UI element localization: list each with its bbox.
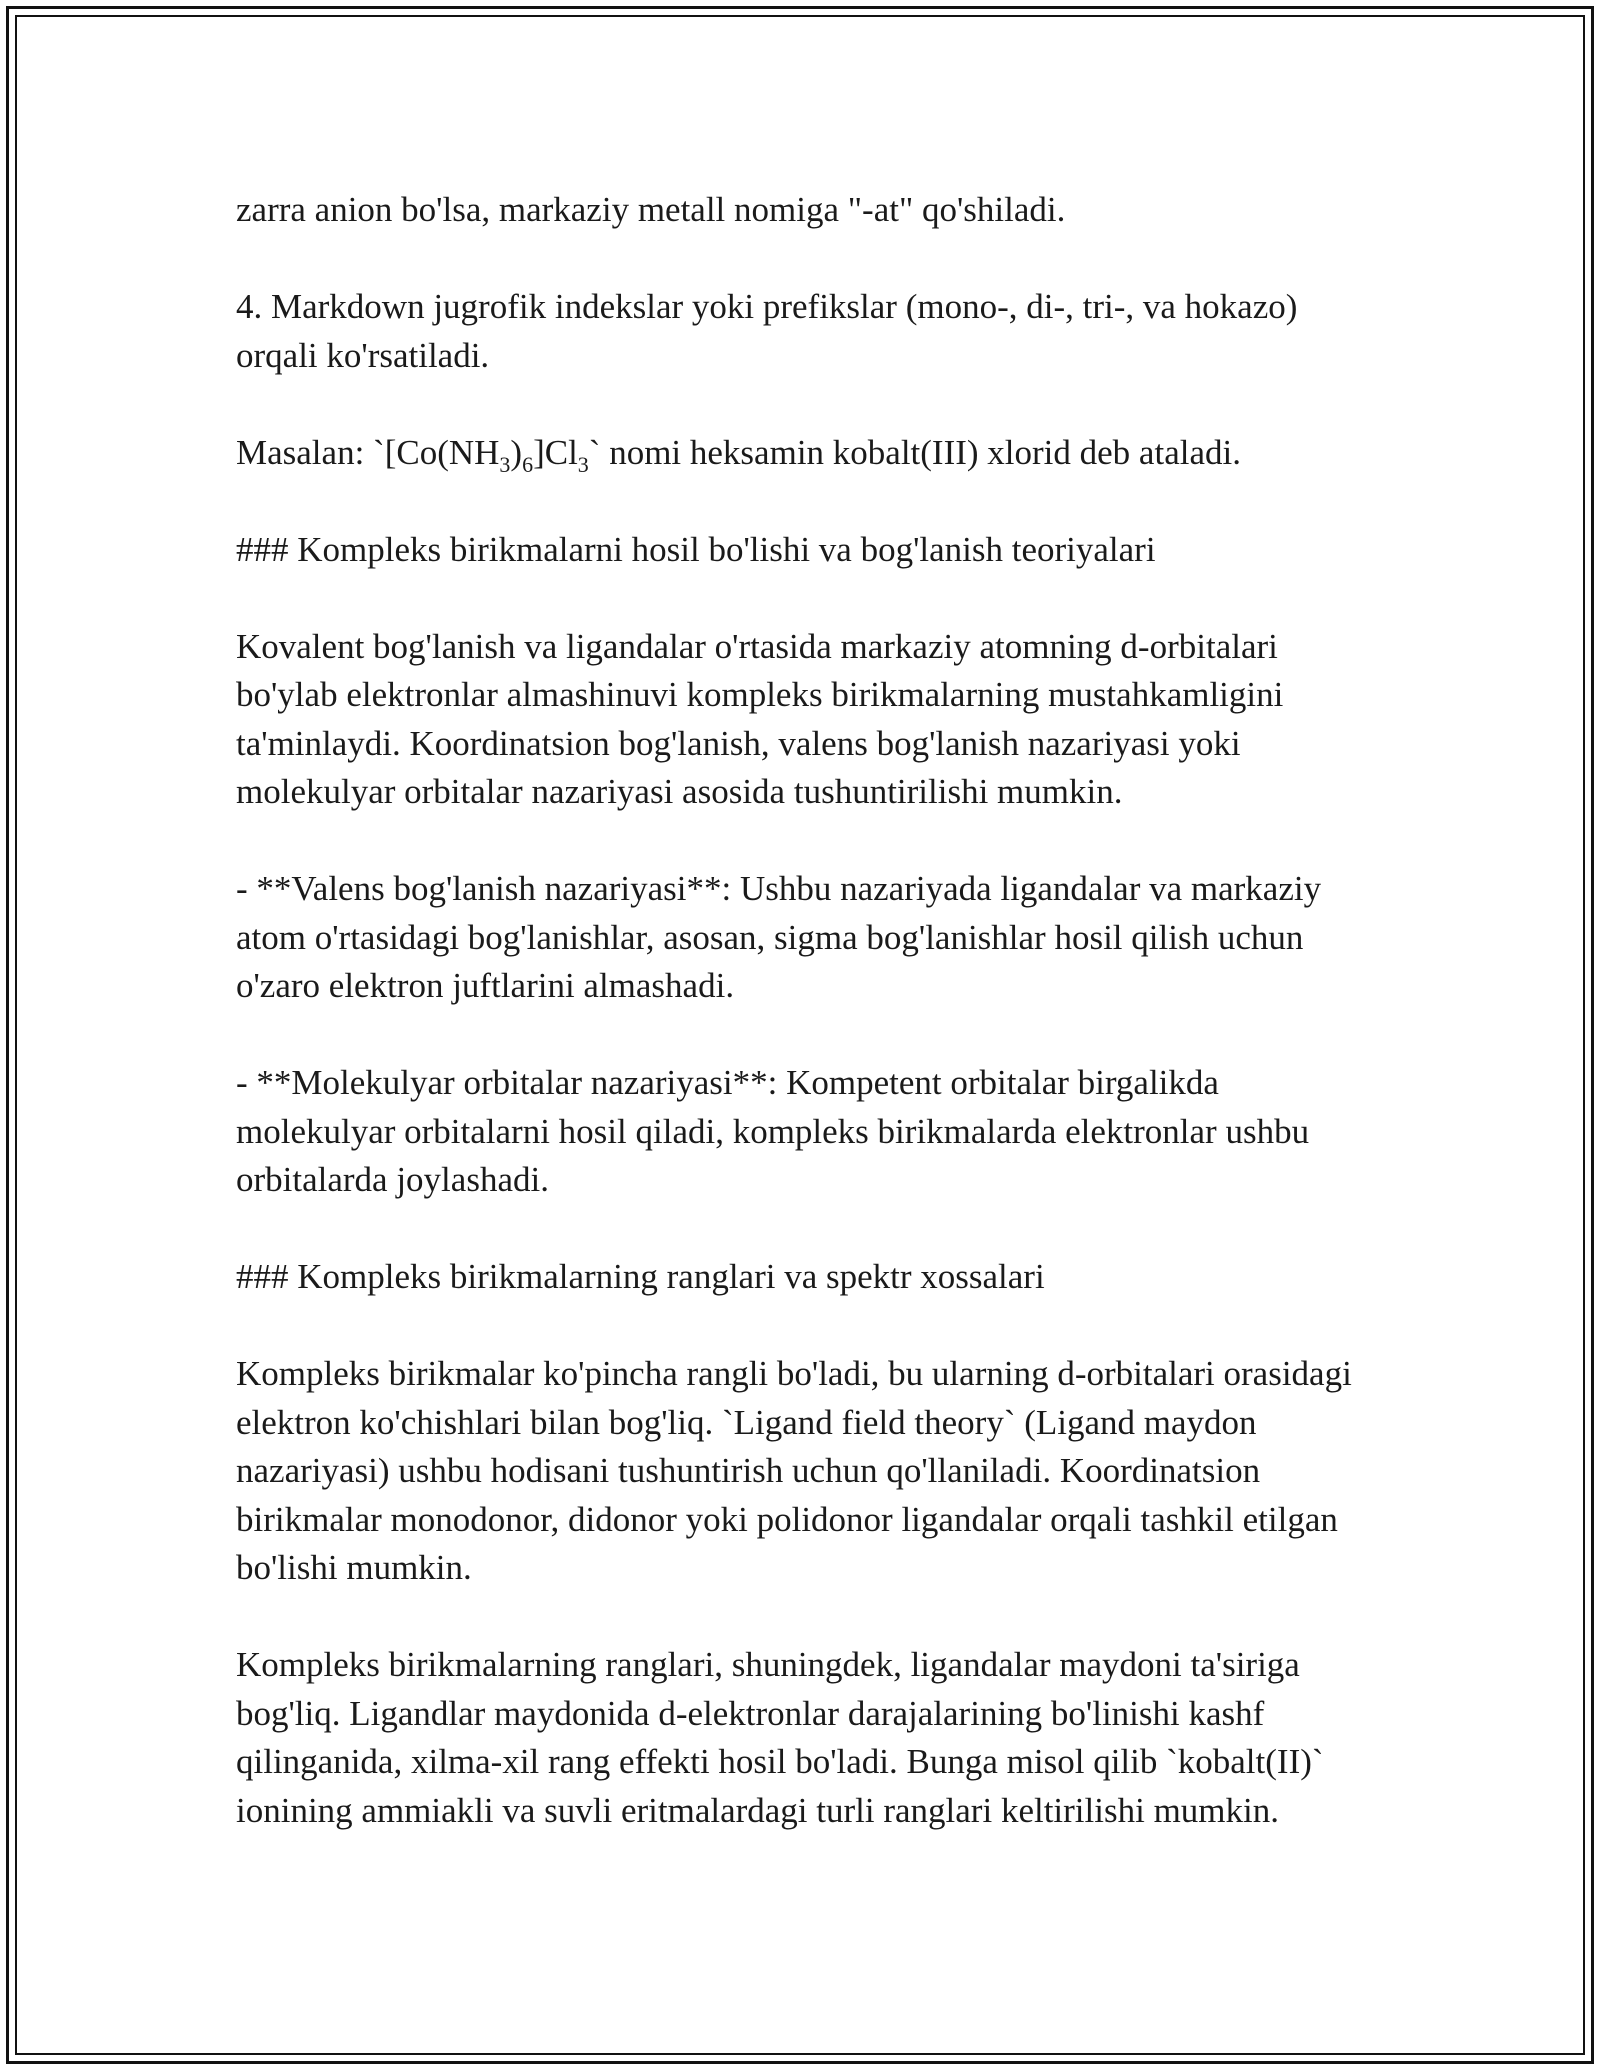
formula-close-paren: ) xyxy=(510,432,523,472)
section-heading-bonding: ### Kompleks birikmalarni hosil bo'lishi va bog'lanish teoriyalari xyxy=(236,529,1156,569)
paragraph-example-formula xyxy=(236,429,1376,478)
formula-subscript-cl3: 3 xyxy=(577,451,589,477)
paragraph-ligand-field-colors: Kompleks birikmalarning ranglari, shuningdek, ligandalar maydoni ta'siriga bog'liq. Ligandlar maydonida d-elektronlar darajalarining bo'linishi kashf qilinganida, xilma-xil rang effekti hosil bo'ladi. Bunga misol qilib `kobalt(II)` ionining ammiakli va suvli eritmalardagi turli ranglari keltirilishi mumkin. xyxy=(236,1645,1324,1830)
paragraph-anion-suffix: zarra anion bo'lsa, markaziy metall nomiga "-at" qo'shiladi. xyxy=(236,190,1066,229)
list-item-molecular-orbital-theory: - **Molekulyar orbitalar nazariyasi**: Kompetent orbitalar birgalikda molekulyar orbitalarni hosil qiladi, kompleks birikmalarda elektronlar ushbu orbitalarda joylashadi. xyxy=(236,1063,1310,1199)
formula-subscript-nh3: 3 xyxy=(499,451,511,477)
paragraph-colors-intro: Kompleks birikmalar ko'pincha rangli bo'ladi, bu ularning d-orbitalari orasidagi elektron ko'chishlari bilan bog'liq. `Ligand field theory` (Ligand maydon nazariyasi) ushbu hodisani tushuntirish uchun qo'llaniladi. Koordinatsion birikmalar monodonor, didonor yoki polidonor ligandalar orqali tashkil etilgan bo'lishi mumkin. xyxy=(236,1354,1352,1587)
paragraph-prefixes: 4. Markdown jugrofik indekslar yoki prefikslar (mono-, di-, tri-, va hokazo) orqali ko'rsatiladi. xyxy=(236,287,1298,375)
paragraph-covalent-bonding: Kovalent bog'lanish va ligandalar o'rtasida markaziy atomning d-orbitalari bo'ylab elektronlar almashinuvi kompleks birikmalarning mustahkamligini ta'minlaydi. Koordinatsion bog'lanish, valens bog'lanish nazariyasi yoki molekulyar orbitalar nazariyasi asosida tushuntirilishi mumkin. xyxy=(236,626,1284,811)
formula-subscript-6: 6 xyxy=(522,451,534,477)
document-body xyxy=(236,186,1376,1884)
formula-suffix: ` nomi heksamin kobalt(III) xlorid deb ataladi. xyxy=(588,432,1241,472)
formula-cl: ]Cl xyxy=(533,432,578,472)
section-heading-colors: ### Kompleks birikmalarning ranglari va spektr xossalari xyxy=(236,1257,1045,1296)
formula-prefix: Masalan: `[Co(NH xyxy=(236,432,500,472)
list-item-valence-bond-theory: - **Valens bog'lanish nazariyasi**: Ushbu nazariyada ligandalar va markaziy atom o'rtasidagi bog'lanishlar, asosan, sigma bog'lanishlar hosil qilish uchun o'zaro elektron juftlarini almashadi. xyxy=(236,869,1322,1005)
